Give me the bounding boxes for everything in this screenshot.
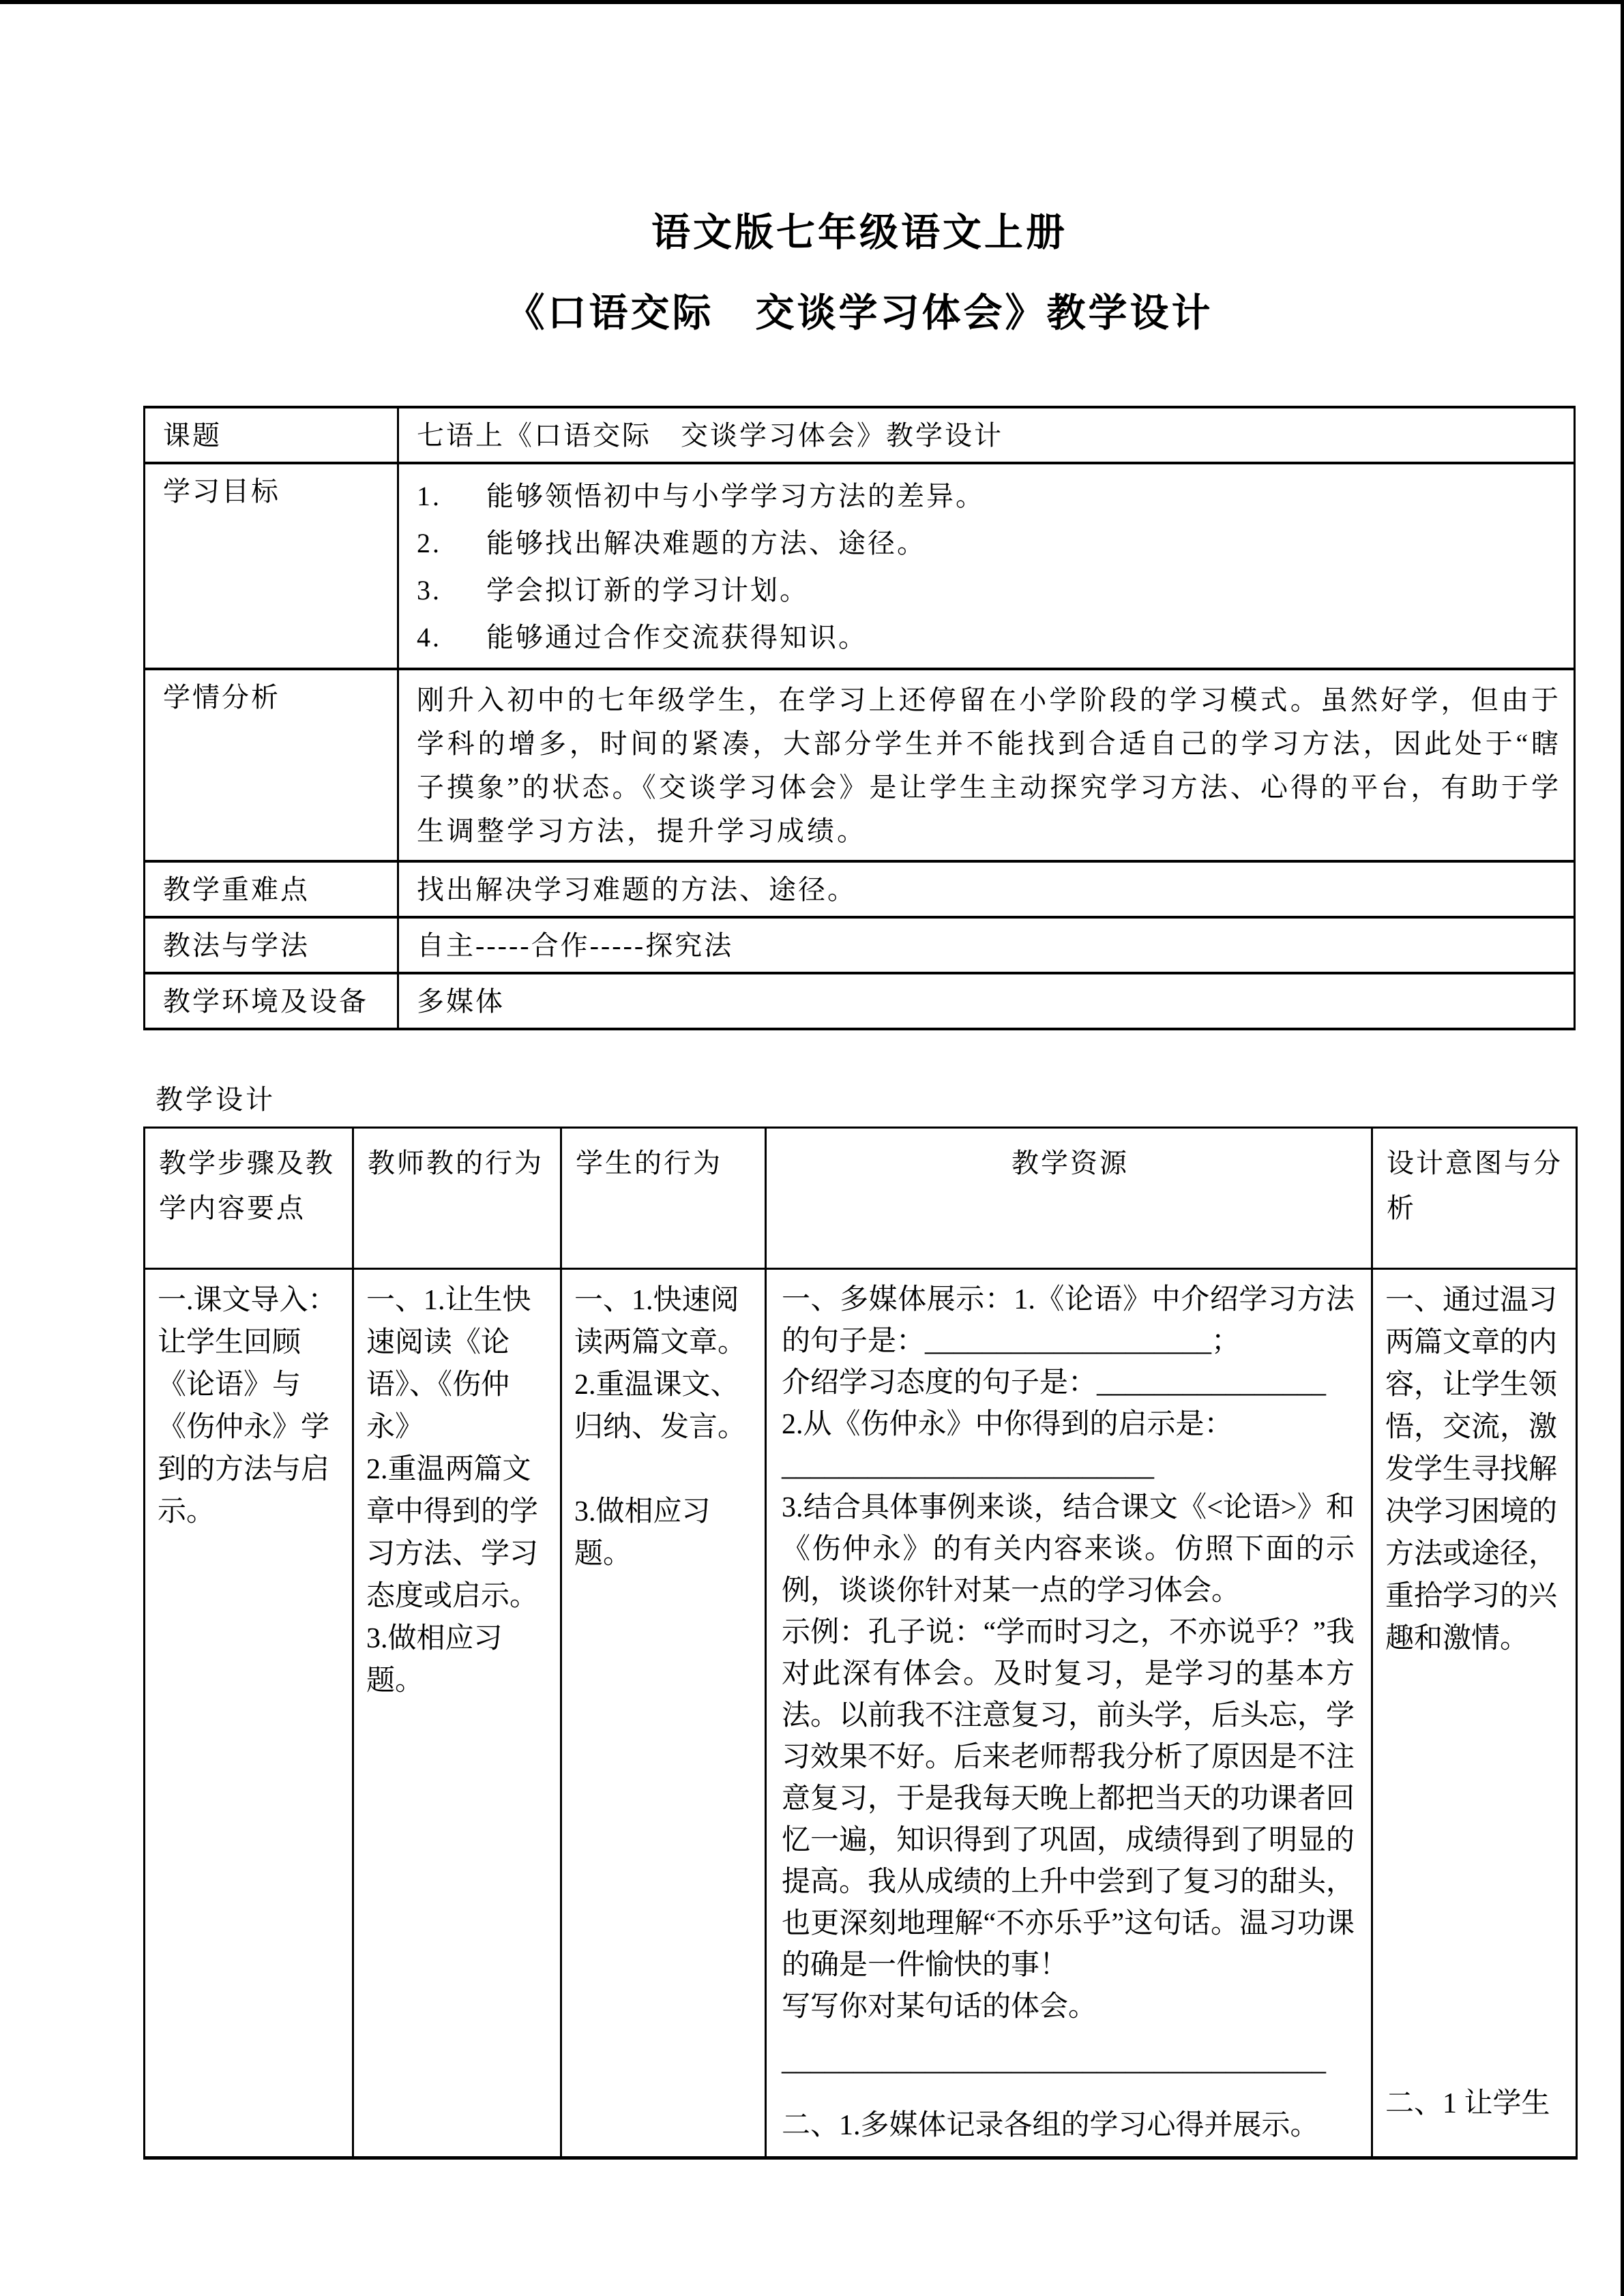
info-label-goals: 学习目标 (145, 463, 398, 669)
resources-line: 介绍学习态度的句子是：________________ (782, 1367, 1327, 1399)
teacher-item: 3.做相应习题。 (366, 1622, 503, 1697)
blank-answer-line: __________________________ (782, 1450, 1154, 1482)
intent-item: 二、1 让学生 (1385, 2087, 1550, 2119)
goal-text: 能够领悟初中与小学学习方法的差异。 (486, 480, 985, 511)
goal-text: 学会拟订新的学习计划。 (486, 574, 809, 606)
header-student: 学生的行为 (561, 1127, 766, 1268)
resources-line: 一、多媒体展示：1.《论语》中介绍学习方法的句子是：____________________； (782, 1283, 1355, 1357)
goal-item (417, 520, 1561, 567)
blank-answer-line: ______________________________________ (782, 2044, 1326, 2076)
student-item: 2.重温课文、归纳、发言。 (574, 1369, 747, 1443)
info-row-key-points (145, 861, 1575, 917)
goal-number: 3. (417, 574, 441, 606)
info-row-analysis (145, 669, 1575, 861)
goal-item (417, 473, 1561, 520)
document-header (143, 0, 1576, 338)
student-item: 一、1.快速阅读两篇文章。 (574, 1284, 747, 1358)
header-steps: 教学步骤及教学内容要点 (145, 1127, 353, 1268)
scan-border-top (0, 0, 1624, 4)
goal-number: 4. (417, 621, 441, 653)
student-item: 3.做相应习题。 (574, 1495, 711, 1570)
analysis-paragraph: 刚升入初中的七年级学生，在学习上还停留在小学阶段的学习模式。虽然好学，但由于学科的增多，时间的紧凑，大部分学生并不能找到合适自己的学习方法，因此处于“瞎子摸象”的状态。《交谈学习体会》是让学生主动探究学习方法、心得的平台，有助于学生调整学习方法，提升学习成绩。 (417, 684, 1561, 846)
info-label-environment: 教学环境及设备 (145, 973, 398, 1029)
cell-resources (766, 1268, 1372, 2158)
info-value-environment: 多媒体 (398, 973, 1575, 1029)
resources-line: 2.从《伤仲永》中你得到的启示是： (782, 1408, 1233, 1440)
resources-example: 示例：孔子说：“学而时习之，不亦说乎？”我对此深有体会。及时复习，是学习的基本方法。以前我不注意复习，前头学，后头忘，学习效果不好。后来老师帮我分析了原因是不注意复习，于是我每天晚上都把当天的功课者回忆一遍，知识得到了巩固，成绩得到了明显的提高。我从成绩的上升中尝到了复习的甜头，也更深刻地理解“不亦乐乎”这句话。温习功课的确是一件愉快的事！ (782, 1616, 1355, 1981)
info-label-topic: 课题 (145, 407, 398, 463)
intent-item: 一、通过温习两篇文章的内容，让学生领悟，交流，激发学生寻找解决学习困境的方法或途径，重拾学习的兴趣和激情。 (1385, 1284, 1558, 1654)
document-title-line1: 语文版七年级语文上册 (651, 211, 1067, 254)
goal-number: 1. (417, 480, 441, 511)
header-resources: 教学资源 (766, 1127, 1372, 1268)
info-value-analysis (398, 669, 1575, 861)
resources-line: 写写你对某句话的体会。 (782, 1991, 1097, 2023)
info-row-topic (145, 407, 1575, 463)
section-label: 教学设计 (156, 1084, 276, 1115)
cell-steps (145, 1268, 353, 2158)
goal-item (417, 614, 1561, 661)
scan-border-right (1621, 0, 1624, 2296)
teacher-item: 一、1.让生快速阅读《论语》、《伤仲永》 (366, 1284, 531, 1443)
design-header-row (145, 1127, 1577, 1268)
goal-text: 能够通过合作交流获得知识。 (486, 621, 868, 653)
cell-teacher (353, 1268, 561, 2158)
info-value-methods: 自主-----合作-----探究法 (398, 917, 1575, 973)
resources-line: 3.结合具体事例来谈，结合课文《<论语>》和《伤仲永》的有关内容来谈。仿照下面的示例，谈谈你针对某一点的学习体会。 (782, 1491, 1355, 1607)
info-value-key-points: 找出解决学习难题的方法、途径。 (398, 861, 1575, 917)
cell-intent (1372, 1268, 1577, 2158)
teaching-design-table (143, 1127, 1578, 2160)
info-value-topic: 七语上《口语交际 交谈学习体会》教学设计 (398, 407, 1575, 463)
info-label-key-points: 教学重难点 (145, 861, 398, 917)
design-body-row (145, 1268, 1577, 2158)
resources-line: 二、1.多媒体记录各组的学习心得并展示。 (782, 2109, 1319, 2141)
info-label-methods: 教法与学法 (145, 917, 398, 973)
goal-text: 能够找出解决难题的方法、途径。 (486, 527, 926, 558)
steps-text: 一.课文导入：让学生回顾《论语》与《伤仲永》学到的方法与启示。 (158, 1284, 337, 1527)
teacher-item: 2.重温两篇文章中得到的学习方法、学习态度或启示。 (366, 1453, 539, 1612)
course-info-table (143, 406, 1576, 1030)
document-title-line2: 《口语交际 交谈学习体会》教学设计 (505, 292, 1213, 336)
info-row-goals (145, 463, 1575, 669)
info-label-analysis: 学情分析 (145, 669, 398, 861)
header-teacher: 教师教的行为 (353, 1127, 561, 1268)
header-intent: 设计意图与分析 (1372, 1127, 1577, 1268)
info-row-environment (145, 973, 1575, 1029)
cell-student (561, 1268, 766, 2158)
info-value-goals (398, 463, 1575, 669)
info-row-methods (145, 917, 1575, 973)
goal-number: 2. (417, 527, 441, 558)
goal-item (417, 567, 1561, 614)
